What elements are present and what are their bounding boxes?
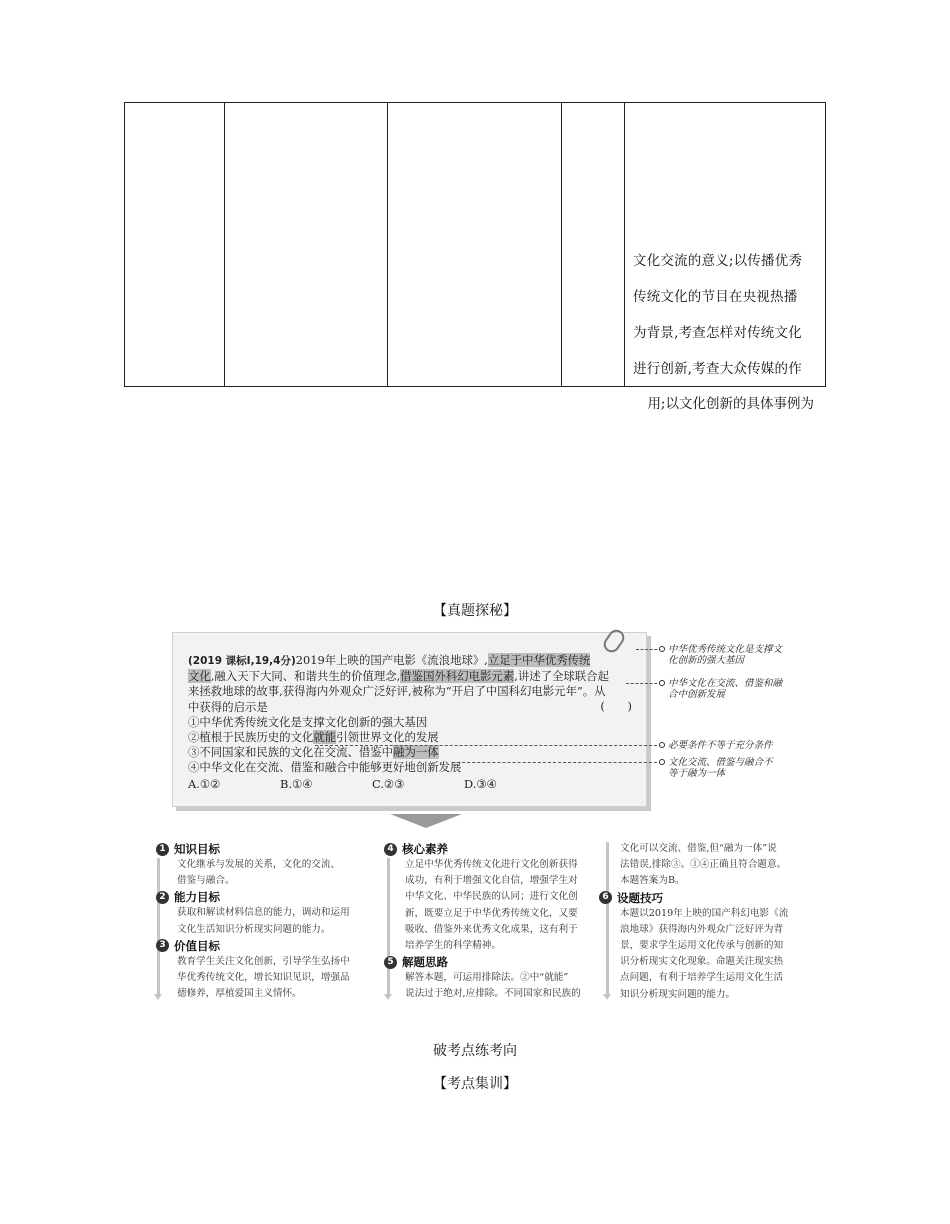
question-line-3: 来拯救地球的故事,获得海内外观众广泛好评,被称为“开启了中国科幻电影元年”。从 bbox=[188, 684, 606, 699]
paperclip-icon bbox=[601, 627, 628, 656]
note-line: 中华优秀传统文化是支撑文 bbox=[668, 644, 783, 655]
analysis-column-1 bbox=[159, 841, 350, 1002]
section-line: 新，既要立足于中华优秀传统文化，又要 bbox=[405, 907, 578, 919]
question-line-4: 中获得的启示是 bbox=[188, 699, 268, 714]
section-line: 点问题，有利于培养学生运用文化生活 bbox=[620, 972, 784, 984]
note-dot-icon bbox=[659, 759, 665, 765]
choice-d: D.③④ bbox=[464, 776, 497, 791]
question-text: ,讲述了全球联合起 bbox=[514, 669, 609, 684]
note-line: 合中创新发展 bbox=[668, 689, 726, 700]
section-heading-kaodian: 【考点集训】 bbox=[433, 1076, 517, 1092]
choice-a: A.①② bbox=[188, 776, 221, 791]
section-title-value bbox=[156, 938, 350, 954]
note-line: 中华文化在交流、借鉴和融 bbox=[668, 678, 783, 689]
choice-b: B.①④ bbox=[280, 776, 313, 791]
table-cell-line: 为背景,考查怎样对传统文化 bbox=[633, 325, 802, 341]
section-line: 德修养，厚植爱国主义情怀。 bbox=[177, 988, 302, 1000]
section-line: 文化可以交流、借鉴,但“融为一体”说 bbox=[620, 843, 777, 854]
section-body bbox=[617, 906, 788, 1003]
table-cell-1 bbox=[125, 103, 225, 386]
top-table bbox=[124, 102, 826, 387]
section-line: 文化生活知识分析现实问题的能力。 bbox=[177, 923, 331, 935]
question-text: ,融入天下大同、和谐共生的价值理念, bbox=[210, 669, 401, 684]
table-cell-4 bbox=[562, 103, 625, 386]
option-text: ③不同国家和民族的文化在交流、借鉴中 bbox=[188, 745, 394, 760]
section-title-literacy bbox=[384, 841, 581, 857]
highlight: 融为一体 bbox=[393, 745, 439, 760]
section-line: 知识分析现实问题的能力。 bbox=[620, 988, 736, 1000]
section-line: 本题以2019年上映的国产科幻电影《流 bbox=[620, 907, 789, 919]
section-line: 成功，有利于增强文化自信，增强学生对 bbox=[405, 875, 578, 887]
section-line: 培养学生的科学精神。 bbox=[405, 940, 501, 952]
section-title-text: 知识目标 bbox=[174, 841, 220, 856]
number-6-icon: 6 bbox=[599, 891, 612, 904]
question-line-2 bbox=[188, 669, 638, 684]
section-body bbox=[174, 954, 350, 1003]
highlight: 立足于中华优秀传统 bbox=[487, 653, 591, 667]
option-4: ④中华文化在交流、借鉴和融合中能够更好地创新发展 bbox=[188, 760, 462, 775]
section-body bbox=[402, 857, 581, 954]
highlight: 借鉴国外科幻电影元素 bbox=[400, 669, 515, 684]
section-line: 中华文化、中华民族的认同；进行文化创 bbox=[405, 891, 578, 903]
question-tag: (2019 课标Ⅰ,19,4分) bbox=[188, 655, 296, 667]
table-cell-text bbox=[633, 243, 819, 387]
table-cell-2 bbox=[225, 103, 388, 386]
highlight: 就能 bbox=[313, 730, 337, 745]
section-line: 识分析现实文化现象。命题关注现实热 bbox=[620, 956, 784, 968]
section-title-approach bbox=[384, 954, 581, 970]
analysis-column-2 bbox=[387, 841, 581, 1003]
section-heading-zhenti: 【真题探秘】 bbox=[433, 603, 517, 619]
question-text: 2019年上映的国产电影《流浪地球》, bbox=[295, 653, 488, 667]
table-cell-line: 进行创新,考查大众传媒的作 bbox=[633, 361, 802, 377]
side-note-2 bbox=[668, 678, 782, 700]
highlight: 文化 bbox=[188, 669, 211, 684]
question-box bbox=[172, 632, 647, 807]
number-2-icon: 2 bbox=[156, 891, 169, 904]
section-line: 文化继承与发展的关系，文化的交流、 bbox=[177, 859, 341, 870]
number-5-icon: 5 bbox=[384, 956, 397, 969]
leader-line bbox=[452, 762, 662, 763]
column-bar bbox=[157, 858, 160, 994]
option-text: 引领世界文化的发展 bbox=[336, 730, 439, 745]
section-title-text: 能力目标 bbox=[174, 890, 220, 905]
number-4-icon: 4 bbox=[384, 843, 397, 856]
table-overflow-line: 用;以文化创新的具体事例为 bbox=[647, 396, 814, 412]
section-title-text: 解题思路 bbox=[402, 955, 448, 970]
section-line: 法错误,排除③。①④正确且符合题意。 bbox=[620, 859, 787, 871]
note-dot-icon bbox=[659, 742, 665, 748]
leader-line bbox=[315, 745, 662, 746]
section-line: 教育学生关注文化创新，引导学生弘扬中 bbox=[177, 955, 350, 967]
answer-choices bbox=[188, 777, 638, 792]
option-2 bbox=[188, 730, 638, 745]
option-text: ②植根于民族历史的文化 bbox=[188, 730, 314, 745]
section-line: 获取和解读材料信息的能力，调动和运用 bbox=[177, 907, 350, 919]
table-cell-3 bbox=[388, 103, 562, 386]
side-note-4 bbox=[668, 757, 773, 779]
section-line: 华优秀传统文化，增长知识见识，增强品 bbox=[177, 972, 350, 984]
table-cell-5 bbox=[625, 103, 825, 386]
section-body-continued bbox=[617, 841, 788, 890]
section-title-text: 核心素养 bbox=[402, 841, 448, 856]
section-line: 借鉴与融合。 bbox=[177, 875, 235, 887]
down-arrow-icon bbox=[390, 814, 462, 828]
section-title-ability bbox=[156, 889, 350, 905]
section-heading-pokaodian: 破考点练考向 bbox=[433, 1043, 517, 1059]
answer-paren: ( ) bbox=[600, 699, 632, 713]
leader-line bbox=[626, 683, 662, 684]
table-cell-line: 传统文化的节目在央视热播 bbox=[633, 289, 798, 305]
section-line: 浪地球》获得海内外观众广泛好评为背 bbox=[620, 923, 784, 935]
section-title-text: 价值目标 bbox=[174, 938, 220, 953]
side-note-3 bbox=[668, 740, 773, 751]
option-3 bbox=[188, 745, 638, 760]
section-title-technique bbox=[599, 890, 788, 906]
choice-c: C.②③ bbox=[372, 776, 405, 791]
section-body bbox=[402, 970, 581, 1002]
section-body bbox=[174, 857, 350, 889]
option-1: ①中华优秀传统文化是支撑文化创新的强大基因 bbox=[188, 714, 428, 729]
table-cell-line: 文化交流的意义;以传播优秀 bbox=[633, 253, 803, 269]
number-1-icon: 1 bbox=[156, 843, 169, 856]
section-line: 景，要求学生运用文化传承与创新的知 bbox=[620, 940, 784, 952]
question-line-1 bbox=[188, 653, 638, 669]
section-title-knowledge bbox=[156, 841, 350, 857]
section-body bbox=[174, 905, 350, 937]
column-bar bbox=[387, 858, 390, 994]
side-note-1 bbox=[668, 644, 782, 666]
note-dot-icon bbox=[659, 680, 665, 686]
note-line: 化创新的强大基因 bbox=[668, 655, 745, 666]
analysis-column-3 bbox=[602, 841, 789, 1003]
note-line: 文化交流、借鉴与融合不 bbox=[668, 757, 773, 768]
section-title-text: 设题技巧 bbox=[617, 890, 663, 905]
column-bar bbox=[606, 842, 609, 994]
note-line: 必要条件不等于充分条件 bbox=[668, 740, 773, 751]
note-line: 等于融为一体 bbox=[668, 768, 726, 779]
section-line: 本题答案为B。 bbox=[620, 875, 685, 887]
section-line: 说法过于绝对,应排除。不同国家和民族的 bbox=[405, 988, 581, 1000]
section-line: 立足中华优秀传统文化进行文化创新获得 bbox=[405, 859, 578, 870]
section-line: 吸收、借鉴外来优秀文化成果，这有利于 bbox=[405, 923, 578, 935]
note-dot-icon bbox=[659, 646, 665, 652]
section-line: 解答本题，可运用排除法。②中“就能” bbox=[405, 972, 569, 984]
number-3-icon: 3 bbox=[156, 939, 169, 952]
